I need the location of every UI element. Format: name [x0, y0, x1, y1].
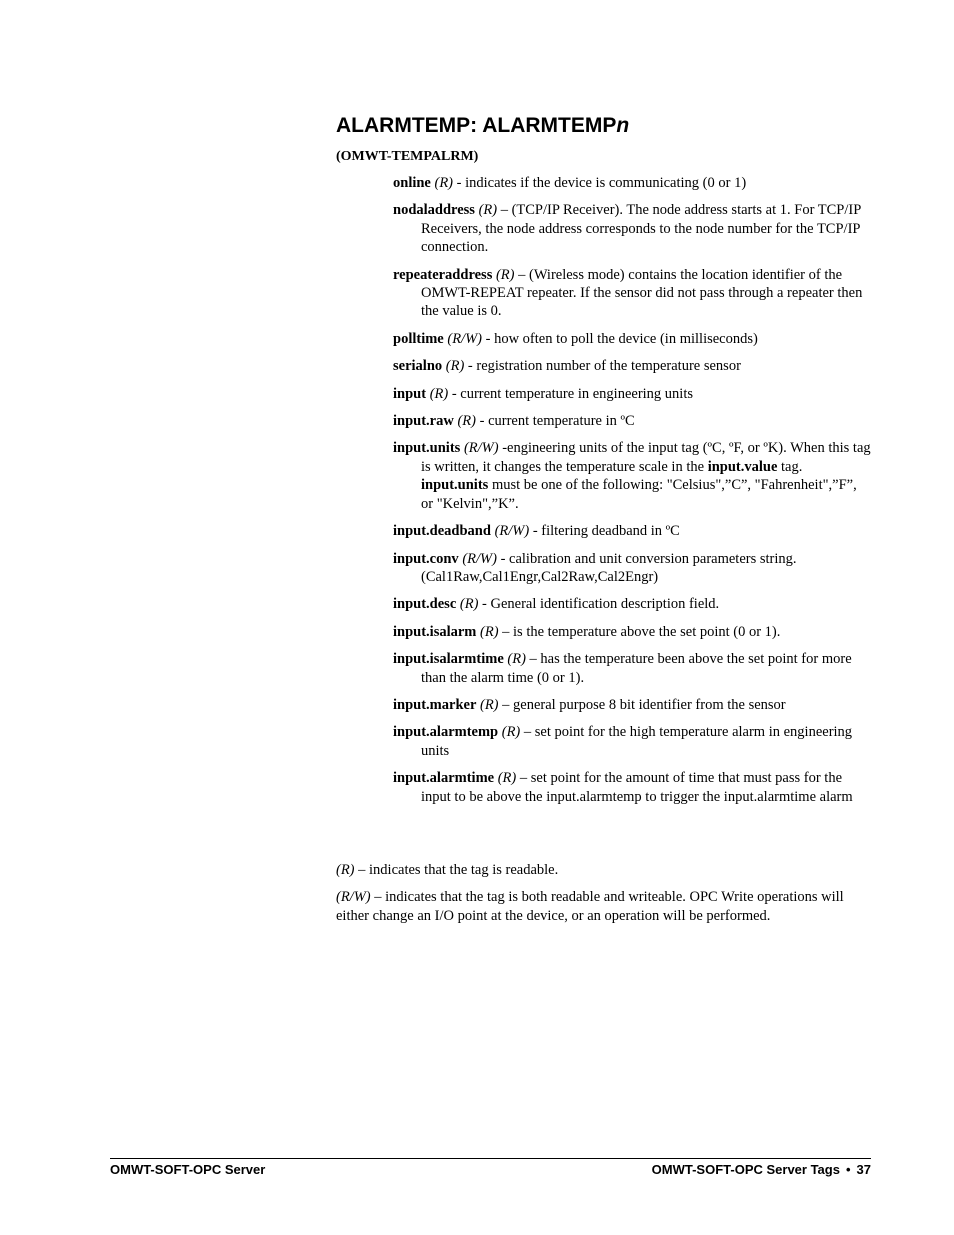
- tag-name: input.marker: [393, 696, 477, 713]
- tag-item-input: [393, 385, 871, 403]
- tag-item-input-alarmtime: [393, 769, 871, 806]
- tag-name: input.desc: [393, 596, 457, 613]
- tag-name: input.raw: [393, 413, 454, 430]
- tag-item-serialno: [393, 357, 871, 375]
- tag-name: polltime: [393, 330, 444, 347]
- tag-name: input.isalarmtime: [393, 651, 504, 668]
- tag-item-input-conv: [393, 550, 871, 587]
- page-number: 37: [856, 1162, 871, 1177]
- tag-access: (R): [457, 413, 476, 430]
- tag-description: – (Wireless mode) contains the location identifier of the OMWT-REPEAT repeater. If the sensor did not pass through a repeater then the value is 0.: [421, 266, 863, 320]
- tag-description: - calibration and unit conversion parameters string. (Cal1Raw,Cal1Engr,Cal2Raw,Cal2Engr): [421, 550, 797, 585]
- tag-item-input-isalarm: [393, 623, 871, 641]
- tag-description: – (TCP/IP Receiver). The node address starts at 1. For TCP/IP Receivers, the node address corresponds to the node number for the TCP/IP connection.: [421, 202, 861, 256]
- tag-item-input-alarmtemp: [393, 723, 871, 760]
- tag-item-input-deadband: [393, 522, 871, 540]
- legend-access: (R/W): [336, 889, 371, 906]
- footer-section: [652, 1162, 871, 1178]
- footer-bullet-icon: •: [845, 1162, 851, 1177]
- tag-item-repeateraddress: [393, 266, 871, 321]
- tag-description: - General identification description field.: [478, 596, 720, 613]
- tag-access: (R): [478, 202, 498, 219]
- legend-access: (R): [336, 862, 355, 878]
- tag-access: (R): [480, 623, 499, 640]
- tag-description: – has the temperature been above the set point for more than the alarm time (0 or 1).: [421, 651, 852, 686]
- access-legend: [336, 861, 871, 934]
- tag-description: - filtering deadband in ºC: [529, 523, 680, 540]
- tag-access: (R): [459, 596, 479, 613]
- section-subheading: (OMWT-TEMPALRM): [336, 149, 479, 164]
- tag-access: (R): [501, 724, 521, 741]
- section-heading-suffix: n: [616, 114, 630, 137]
- tag-description: – is the temperature above the set point (0 or 1).: [498, 623, 781, 640]
- legend-description: – indicates that the tag is readable.: [354, 862, 559, 878]
- tag-description: - indicates if the device is communicating (0 or 1): [453, 175, 747, 191]
- tag-access: (R): [497, 770, 517, 787]
- legend-readwrite: [336, 888, 871, 925]
- footer-divider: [110, 1158, 871, 1159]
- tag-name: input.alarmtemp: [393, 724, 499, 741]
- section-heading-main: ALARMTEMP: ALARMTEMP: [336, 114, 617, 137]
- footer-document-title: OMWT-SOFT-OPC Server: [110, 1162, 266, 1177]
- tag-access: (R/W): [463, 440, 499, 457]
- tag-name: serialno: [393, 358, 443, 375]
- tag-description: tag.: [777, 458, 803, 475]
- tag-access: (R/W): [462, 550, 497, 567]
- tag-access: (R/W): [494, 523, 530, 540]
- legend-description: – indicates that the tag is both readable and writeable. OPC Write operations will either change an I/O point at the device, or an operation will be performed.: [336, 889, 844, 924]
- tag-name: input: [393, 385, 427, 402]
- tag-description: – general purpose 8 bit identifier from the sensor: [498, 696, 786, 713]
- tag-name: input.units: [393, 440, 461, 457]
- tag-description: must be one of the following: "Celsius",”C”, "Fahrenheit",”F”, or "Kelvin",”K”.: [421, 477, 857, 512]
- tag-description: – set point for the amount of time that must pass for the input to be above the input.alarmtemp to trigger the input.alarmtime alarm: [421, 770, 853, 805]
- tag-item-input-desc: [393, 595, 871, 613]
- tag-description: - registration number of the temperature sensor: [464, 358, 741, 375]
- tag-item-input-isalarmtime: [393, 650, 871, 687]
- tag-description: - current temperature in ºC: [475, 413, 635, 430]
- tag-description: - how often to poll the device (in milliseconds): [482, 330, 758, 347]
- tag-name: repeateraddress: [393, 266, 493, 283]
- tag-item-online: [393, 174, 871, 192]
- tag-name: online: [393, 175, 431, 191]
- tag-name: input.isalarm: [393, 623, 477, 640]
- tag-description: - current temperature in engineering units: [448, 385, 693, 402]
- tag-list: [393, 174, 871, 815]
- tag-item-nodaladdress: [393, 201, 871, 256]
- tag-access: (R): [507, 651, 526, 668]
- tag-access: (R): [434, 175, 454, 191]
- tag-item-polltime: [393, 330, 871, 348]
- tag-access: (R): [445, 358, 465, 375]
- tag-description: -engineering units of the input tag (ºC, ºF, or ºK). When this tag is written, it changes the temperature scale in the: [421, 440, 871, 475]
- tag-name: input.alarmtime: [393, 770, 495, 787]
- footer-section-title: OMWT-SOFT-OPC Server Tags: [651, 1162, 840, 1177]
- tag-reference: input.units: [421, 477, 489, 494]
- tag-name: input.deadband: [393, 523, 491, 540]
- tag-item-input-marker: [393, 696, 871, 714]
- tag-item-input-raw: [393, 412, 871, 430]
- tag-description: – set point for the high temperature alarm in engineering units: [421, 724, 853, 759]
- tag-access: (R): [480, 696, 499, 713]
- tag-name: nodaladdress: [393, 202, 475, 219]
- tag-access: (R/W): [447, 330, 482, 347]
- tag-item-input-units: [393, 439, 871, 513]
- tag-access: (R): [429, 385, 449, 402]
- section-heading: [336, 112, 629, 140]
- tag-access: (R): [495, 266, 515, 283]
- tag-name: input.conv: [393, 550, 459, 567]
- legend-readable: [336, 861, 871, 879]
- tag-reference: input.value: [707, 458, 778, 475]
